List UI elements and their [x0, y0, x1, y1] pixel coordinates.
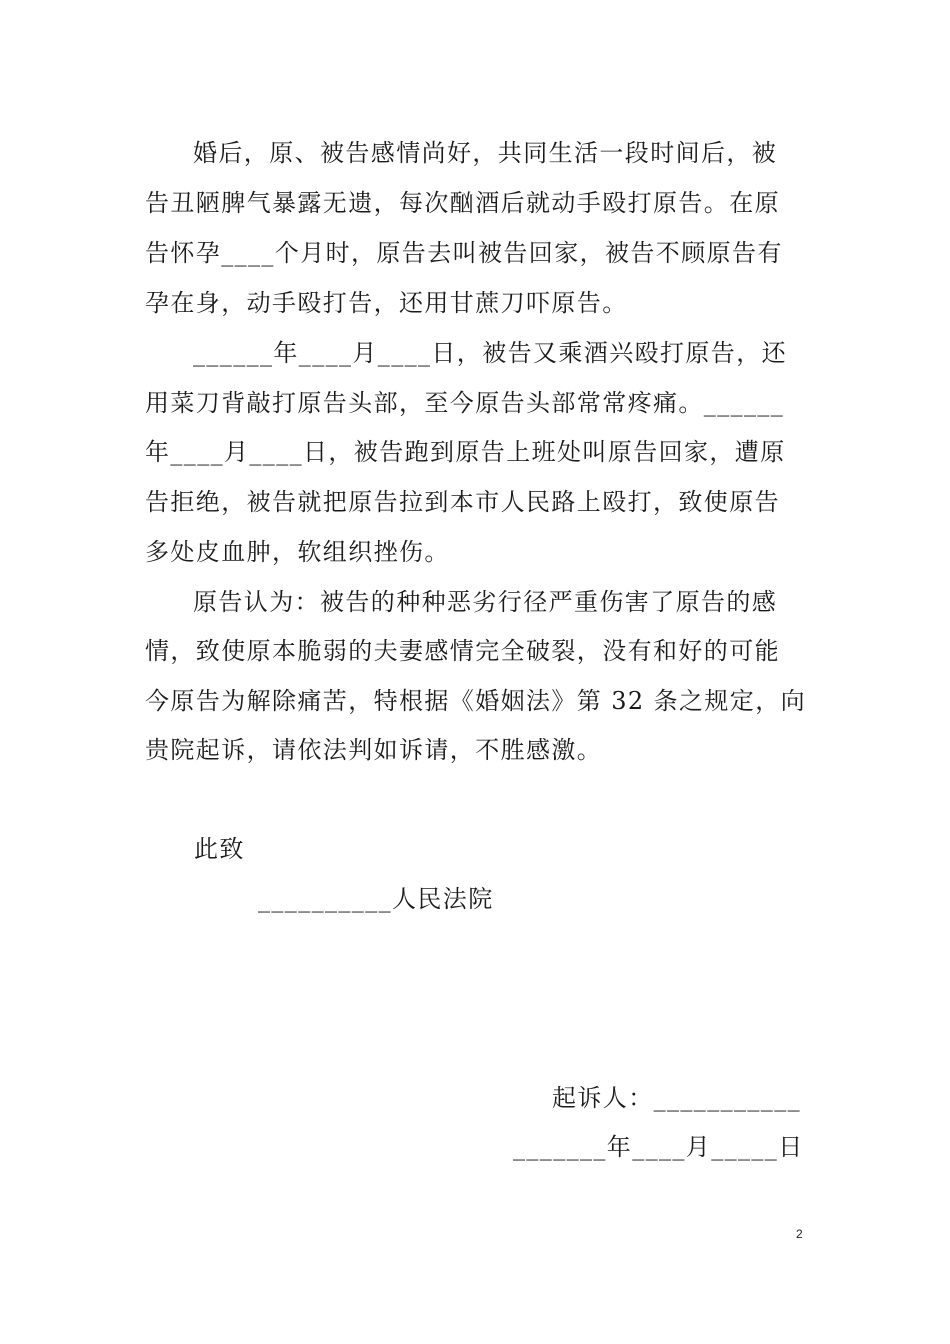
paragraph-1-line-3: 告怀孕____个月时，原告去叫被告回家，被告不顾原告有: [145, 239, 783, 267]
paragraph-2-line-5: 多处皮血肿，软组织挫伤。: [145, 538, 450, 566]
paragraph-3-line-2: 情，致使原本脆弱的夫妻感情完全破裂，没有和好的可能: [145, 637, 780, 665]
paragraph-2-line-1: ______年____月____日，被告又乘酒兴殴打原告，还: [193, 339, 787, 367]
paragraph-1-line-2: 告丑陋脾气暴露无遗，每次酗酒后就动手殴打原告。在原: [145, 189, 780, 217]
paragraph-1-line-1: 婚后，原、被告感情尚好，共同生活一段时间后，被: [193, 139, 778, 167]
paragraph-2-line-3: 年____月____日，被告跑到原告上班处叫原告回家，遭原: [145, 438, 786, 466]
date-line: _______年____月_____日: [513, 1133, 804, 1161]
paragraph-2-line-4: 告拒绝，被告就把原告拉到本市人民路上殴打，致使原告: [145, 488, 780, 516]
signature-line: 起诉人：___________: [552, 1084, 801, 1112]
court-name: __________人民法院: [258, 885, 494, 913]
paragraph-1-line-4: 孕在身，动手殴打告，还用甘蔗刀吓原告。: [145, 289, 628, 317]
paragraph-3-line-1: 原告认为：被告的种种恶劣行径严重伤害了原告的感: [193, 588, 778, 616]
paragraph-2-line-2: 用菜刀背敲打原告头部，至今原告头部常常疼痛。______: [145, 389, 785, 417]
salutation: 此致: [194, 835, 245, 863]
paragraph-3-line-3: 今原告为解除痛苦，特根据《婚姻法》第 32 条之规定，向: [145, 687, 806, 715]
paragraph-3-line-4: 贵院起诉，请依法判如诉请，不胜感激。: [145, 736, 603, 764]
page-number: 2: [796, 1227, 803, 1241]
